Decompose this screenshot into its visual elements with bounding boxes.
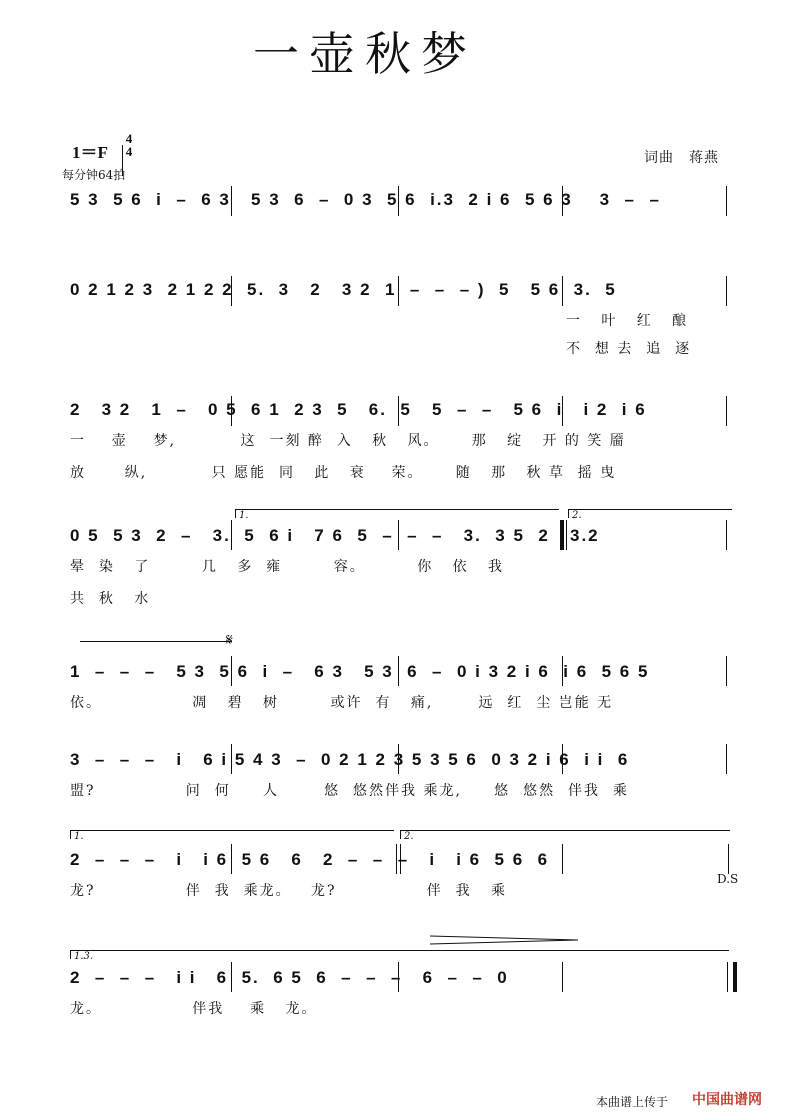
lyrics-line-3b: 放 纵, 只 愿能 同 此 衰 荣。 随 那 秋 草 摇 曳 bbox=[70, 465, 617, 481]
lyrics-line-5: 依。 凋 碧 树 或许 有 痛, 远 红 尘 岂能 无 bbox=[70, 695, 614, 711]
lyrics-line-6: 盟? 问 何 人 悠 悠然伴我 乘龙, 悠 悠然 伴我 乘 bbox=[70, 783, 629, 799]
tempo-marking: 每分钟64拍 bbox=[62, 168, 126, 182]
notation-line-2: 0 2 1 2 3 2 1 2 2 5. 3 2 3 2 1 – – – ) 5 5 6 3. 5 bbox=[70, 280, 617, 299]
composer-credit: 词曲 蒋燕 bbox=[644, 150, 719, 166]
volta-1-bracket-b: 1. bbox=[70, 830, 394, 839]
key-signature: 1＝F bbox=[72, 143, 108, 162]
notation-line-4: 0 5 5 3 2 – 3. 5 6 i 7 6 5 – – – 3. 3 5 2 3.2 bbox=[70, 526, 600, 545]
volta-1-bracket: 1. bbox=[235, 509, 559, 518]
time-signature bbox=[122, 132, 136, 158]
notation-line-7: 2 – – – i i 6 5 6 6 2 – – – i i 6 5 6 6 bbox=[70, 850, 550, 869]
segno-mark: 𝄋 bbox=[226, 630, 233, 649]
notation-line-1: 5 3 5 6 i – 6 3 5 3 6 – 0 3 5 6 i.3 2 i 6 5 6 3 3 – – bbox=[70, 190, 661, 209]
notation-line-3: 2 3 2 1 – 0 5 6 1 2 3 5 6. 5 5 – – 5 6 i i 2 i 6 bbox=[70, 400, 647, 419]
notation-line-5: 1 – – – 5 3 5 6 i – 6 3 5 3 6 – 0 i 3 2 i 6 i 6 5 6 5 bbox=[70, 662, 650, 681]
notation-line-6: 3 – – – i 6 i 5 4 3 – 0 2 1 2 3 5 3 5 6 0 3 2 i 6 i i 6 bbox=[70, 750, 630, 769]
volta-3-bracket: 1.3. bbox=[70, 950, 729, 959]
lyrics-line-2a: 一 叶 红 酿 bbox=[566, 313, 689, 329]
ds-marking: D.S bbox=[717, 872, 739, 886]
lyrics-line-4b: 共 秋 水 bbox=[70, 591, 151, 607]
volta-2-bracket: 2. bbox=[568, 509, 732, 518]
notation-line-8: 2 – – – i i 6 5. 6 5 6 – – – 6 – – 0 bbox=[70, 968, 509, 987]
site-logo[interactable]: 中国曲谱网 bbox=[692, 1092, 762, 1108]
time-sig-top: 4 bbox=[125, 131, 133, 146]
time-sig-bottom: 4 bbox=[125, 144, 133, 159]
page-title: 一壶秋梦 bbox=[253, 27, 477, 81]
decrescendo-mark bbox=[430, 934, 580, 946]
volta-2-bracket-b: 2. bbox=[400, 830, 730, 839]
lyrics-line-8: 龙。 伴我 乘 龙。 bbox=[70, 1001, 318, 1017]
lyrics-line-7: 龙? 伴 我 乘龙。 龙? 伴 我 乘 bbox=[70, 883, 508, 899]
footer-text: 本曲谱上传于 bbox=[596, 1095, 669, 1109]
lyrics-line-4a: 晕 染 了 几 多 雍 容。 你 依 我 bbox=[70, 559, 505, 575]
lyrics-line-3a: 一 壶 梦, 这 一刻 醉 入 秋 风。 那 绽 开 的 笑 靥 bbox=[70, 433, 626, 449]
lyrics-line-2b: 不 想 去 追 逐 bbox=[566, 341, 692, 357]
